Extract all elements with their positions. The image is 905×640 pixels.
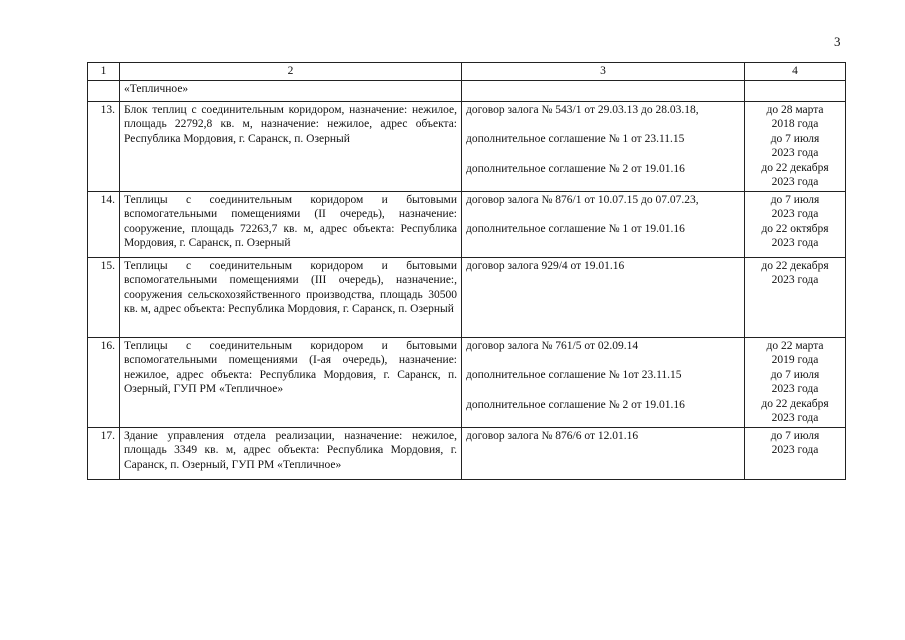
pledge-terms bbox=[745, 427, 846, 479]
row-number: 13. bbox=[88, 101, 120, 191]
row-number: 16. bbox=[88, 337, 120, 427]
table-header-row bbox=[88, 63, 846, 81]
pledge-table bbox=[87, 62, 846, 480]
pledge-document: договор залога № 876/6 от 12.01.16 bbox=[466, 429, 639, 442]
table-row bbox=[88, 101, 846, 191]
table-row bbox=[88, 337, 846, 427]
term-line: до 7 июля bbox=[770, 132, 820, 145]
row-number: 15. bbox=[88, 257, 120, 337]
row-number: 17. bbox=[88, 427, 120, 479]
term-line: до 22 марта bbox=[766, 339, 824, 352]
pledge-documents bbox=[462, 101, 745, 191]
object-description: «Тепличное» bbox=[120, 80, 462, 101]
term-line: до 28 марта bbox=[766, 103, 824, 116]
table-row bbox=[88, 191, 846, 257]
term-line: 2018 года bbox=[771, 118, 819, 130]
header-col-2: 2 bbox=[120, 63, 462, 81]
term-line: 2019 года bbox=[771, 354, 819, 366]
pledge-terms bbox=[745, 101, 846, 191]
pledge-document: дополнительное соглашение № 1 от 23.11.15 bbox=[466, 133, 685, 145]
pledge-document: договор залога № 543/1 от 29.03.13 до 28.03.18, bbox=[466, 103, 699, 116]
term-line: до 22 декабря bbox=[761, 161, 829, 174]
term-line: 2023 года bbox=[771, 147, 819, 159]
pledge-terms bbox=[745, 257, 846, 337]
object-description: Теплицы с соединительным коридором и бытовыми вспомогательными помещениями (II очередь), назначение: сооружение, площадь 72263,7 кв. м, адрес объекта: Республика Мордовия, г. Саранск, п. Озерный bbox=[120, 191, 462, 257]
header-col-1: 1 bbox=[88, 63, 120, 81]
pledge-terms bbox=[745, 337, 846, 427]
pledge-documents bbox=[462, 257, 745, 337]
term-line: 2023 года bbox=[771, 176, 819, 188]
term-line: до 7 июля bbox=[770, 368, 820, 381]
term-line: 2023 года bbox=[771, 208, 819, 220]
table-row-continuation bbox=[88, 80, 846, 101]
pledge-documents bbox=[462, 80, 745, 101]
pledge-terms bbox=[745, 80, 846, 101]
term-line: до 7 июля bbox=[770, 193, 820, 206]
row-number: 14. bbox=[88, 191, 120, 257]
pledge-document: договор залога № 761/5 от 02.09.14 bbox=[466, 339, 639, 352]
row-number bbox=[88, 80, 120, 101]
pledge-documents bbox=[462, 337, 745, 427]
table-row bbox=[88, 427, 846, 479]
object-description: Блок теплиц с соединительным коридором, назначение: нежилое, площадь 22792,8 кв. м, назначение: нежилое, адрес объекта: Республика Мордовия, г. Саранск, п. Озерный bbox=[120, 101, 462, 191]
pledge-document: дополнительное соглашение № 2 от 19.01.16 bbox=[466, 398, 685, 411]
object-description: Здание управления отдела реализации, назначение: нежилое, площадь 3349 кв. м, адрес объекта: Республика Мордовия, г. Саранск, п. Озерный, ГУП РМ «Тепличное» bbox=[120, 427, 462, 479]
header-col-4: 4 bbox=[745, 63, 846, 81]
pledge-documents bbox=[462, 427, 745, 479]
pledge-documents bbox=[462, 191, 745, 257]
table-row bbox=[88, 257, 846, 337]
term-line: 2023 года bbox=[771, 274, 819, 286]
term-line: 2023 года bbox=[771, 237, 819, 249]
object-description: Теплицы с соединительным коридором и бытовыми вспомогательными помещениями (I-ая очередь), назначение: нежилое, адрес объекта: Республика Мордовия, г. Саранск, п. Озерный, ГУП РМ «Тепличное» bbox=[120, 337, 462, 427]
header-col-3: 3 bbox=[462, 63, 745, 81]
object-description: Теплицы с соединительным коридором и бытовыми вспомогательными помещениями (III очередь), назначение:, сооружения сельскохозяйственного производства, площадь 30500 кв. м, адрес объекта: Республика Мордовия, г. Саранск, п. Озерный bbox=[120, 257, 462, 337]
pledge-document: дополнительное соглашение № 1 от 19.01.16 bbox=[466, 223, 685, 235]
term-line: до 7 июля bbox=[770, 429, 820, 442]
pledge-document: договор залога № 876/1 от 10.07.15 до 07.07.23, bbox=[466, 193, 699, 206]
term-line: до 22 декабря bbox=[761, 259, 829, 272]
term-line: до 22 октября bbox=[761, 222, 829, 235]
page-number: 3 bbox=[834, 34, 841, 49]
pledge-document: дополнительное соглашение № 2 от 19.01.16 bbox=[466, 162, 685, 175]
term-line: 2023 года bbox=[771, 412, 819, 424]
term-line: до 22 декабря bbox=[761, 397, 829, 410]
term-line: 2023 года bbox=[771, 383, 819, 395]
pledge-document: дополнительное соглашение № 1от 23.11.15 bbox=[466, 369, 682, 381]
pledge-document: договор залога 929/4 от 19.01.16 bbox=[466, 259, 625, 272]
term-line: 2023 года bbox=[771, 444, 819, 456]
pledge-terms bbox=[745, 191, 846, 257]
